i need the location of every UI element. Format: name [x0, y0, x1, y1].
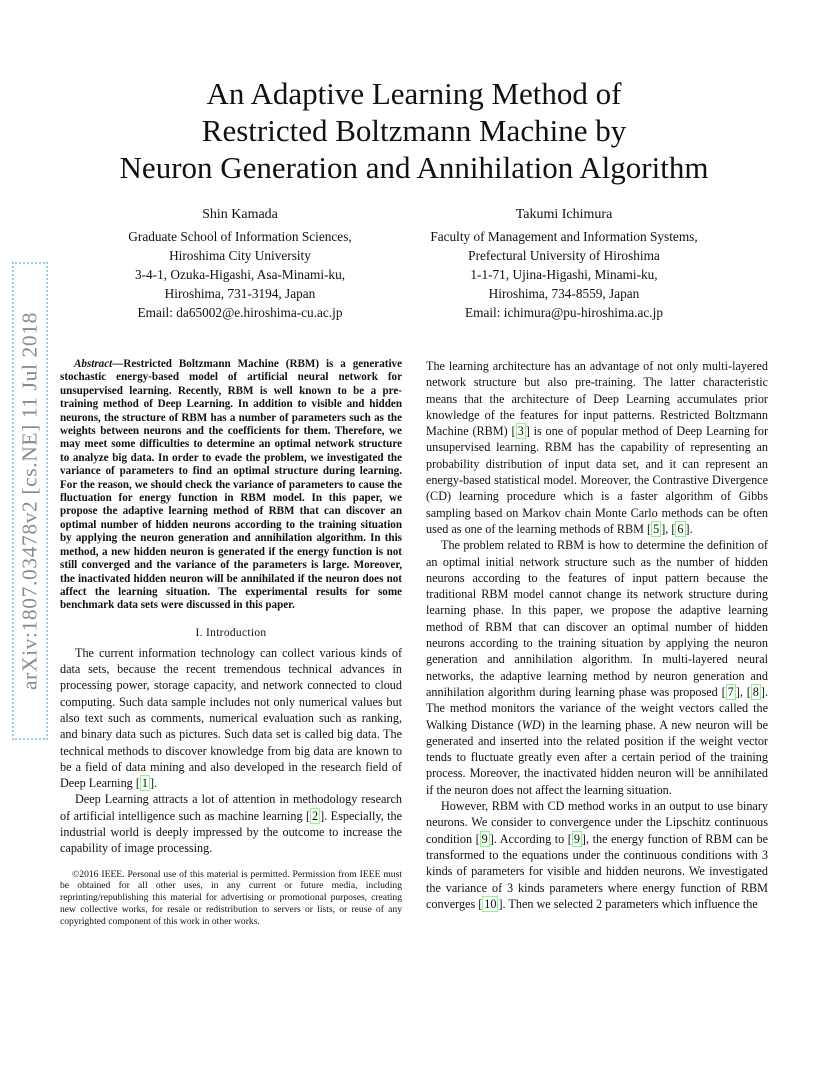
- abstract-lead: Abstract: [74, 358, 113, 370]
- arxiv-identifier-stamp: [12, 262, 48, 740]
- author-block-kamada: [100, 205, 380, 322]
- author-affiliation-line: Faculty of Management and Information Systems,: [430, 229, 698, 244]
- citation-link[interactable]: 5: [653, 521, 660, 536]
- citation-link[interactable]: 1: [141, 776, 148, 791]
- author-block-ichimura: [418, 205, 710, 322]
- section-heading-introduction: I. Introduction: [195, 626, 267, 639]
- arxiv-identifier: arXiv:1807.03478v2 [cs.NE] 11 Jul 2018: [17, 312, 42, 690]
- intro-paragraph-2: Deep Learning attracts a lot of attention in methodology research of artificial intelligence such as machine learning [ 2 ]. Especially, the industrial world is deeply impressed by the outcome to increase the capability of image processing.: [60, 792, 403, 856]
- left-column: [60, 358, 402, 928]
- author-address-line: Hiroshima, 734-8559, Japan: [488, 286, 640, 301]
- title-line: Neuron Generation and Annihilation Algorithm: [119, 150, 709, 185]
- citation-link[interactable]: 9: [481, 831, 488, 846]
- citation-link[interactable]: 8: [752, 684, 759, 699]
- citation-link[interactable]: 3: [517, 424, 524, 439]
- body-paragraph-1: The learning architecture has an advantage of not only multi-layered network structure but also pre-training. The latter characteristic means that the architecture of Deep Learning accumulates prior knowledge of the features for input patterns. Restricted Boltzmann Machine (RBM) [ 3 ] is one of popular method of Deep Learning for unsupervised learning. RBM has the capability of representing an probability distribution of input data set, and it can represent an energy-based statistical model. Moreover, the Contrastive Divergence (CD) learning procedure which is a faster algorithm of Gibbs sampling based on Markov chain Monte Carlo methods can be often used as one of the learning methods of RBM [ 5 ], [ 6 ].: [426, 359, 768, 536]
- author-name: Shin Kamada: [202, 207, 278, 222]
- author-name: Takumi Ichimura: [515, 207, 613, 222]
- abstract: [60, 358, 402, 613]
- author-affiliation-line: Graduate School of Information Sciences,: [128, 229, 352, 244]
- author-affiliation-line: Prefectural University of Hiroshima: [468, 248, 660, 263]
- copyright-notice: ©2016 IEEE. Personal use of this material is permitted. Permission from IEEE must be obtained for all other uses, in any current or future media, including reprinting/republishing this material for advertising or promotional purposes, creating new collective works, for resale or redistribution to servers or lists, or reuse of any copyrighted component of this work in other works.: [60, 868, 402, 927]
- citation-link[interactable]: 2: [312, 808, 319, 823]
- author-email: Email: da65002@e.hiroshima-cu.ac.jp: [137, 305, 343, 320]
- author-email: Email: ichimura@pu-hiroshima.ac.jp: [465, 305, 663, 320]
- title-line: An Adaptive Learning Method of: [206, 76, 622, 111]
- citation-link[interactable]: 6: [677, 521, 684, 536]
- paper-title: [60, 75, 768, 186]
- body-paragraph-3: However, RBM with CD method works in an output to use binary neurons. We consider to convergence under the Lipschitz continuous condition [ 9 ]. According to [ 9 ], the energy function of RBM can be transformed to the equations under the continuous conditions with 3 kinds of parameters for visible and hidden neurons. We investigated the variance of 3 kinds parameters where energy function of RBM converges [ 10 ]. Then we selected 2 parameters which influence the: [426, 799, 768, 911]
- math-symbol-wd: WD: [521, 717, 541, 732]
- author-address-line: 3-4-1, Ozuka-Higashi, Asa-Minami-ku,: [134, 267, 346, 282]
- title-line: Restricted Boltzmann Machine by: [201, 113, 627, 148]
- author-address-line: 1-1-71, Ujina-Higashi, Minami-ku,: [470, 267, 658, 282]
- citation-link[interactable]: 7: [727, 684, 734, 699]
- citation-link[interactable]: 9: [573, 831, 580, 846]
- citation-link[interactable]: 10: [484, 896, 497, 911]
- abstract-text: —Restricted Boltzmann Machine (RBM) is a generative stochastic energy-based model of artificial neural network for unsupervised learning. Recently, RBM is well known to be a pre-training method of Deep Learning. In addition to visible and hidden neurons, the structure of RBM has a number of parameters such as the weights between neurons and the coefficients for them. Therefore, we may meet some difficulties to determine an optimal network structure to analyze big data. In order to evade the problem, we investigated the variance of parameters to find an optimal structure during learning. For the reason, we should check the variance of parameters to cause the fluctuation for energy function in RBM model. In this paper, we propose the adaptive learning method of RBM that can discover an optimal number of hidden neurons according to the training situation by applying the neuron generation and annihilation algorithm. In this method, a new hidden neuron is generated if the energy function is not still converged and the variance of the parameters is large. Moreover, the inactivated hidden neuron will be annihilated if the neuron does not affect the learning situation. The experimental results for some benchmark data sets were discussed in this paper.: [60, 358, 402, 612]
- right-column: [426, 358, 768, 912]
- author-address-line: Hiroshima, 731-3194, Japan: [164, 286, 316, 301]
- body-paragraph-2: The problem related to RBM is how to determine the definition of an optimal initial network structure such as the number of hidden neurons according to the features of input pattern because the traditional RBM model cannot change its network structure during learning phase. In this paper, we propose the adaptive learning method of RBM that can discover an optimal number of hidden neurons according to the training situation by applying the neuron generation and annihilation algorithm. In multi-layered neural networks, the adaptive learning method by neuron generation and annihilation algorithm during learning phase was proposed [ 7 ], [ 8 ]. The method monitors the variance of the weight vectors called the Walking Distance (WD) in the learning phase. A new neuron will be generated and inserted into the related position if the weight vector tends to fluctuate greatly even after a certain period of the training process. Moreover, the inactivated hidden neuron will be annihilated if the neuron does not affect the learning situation.: [426, 538, 768, 797]
- intro-paragraph-1: The current information technology can collect various kinds of data sets, because the recent tremendous technical advances in processing power, storage capacity, and network connected to cloud computing. Such data sample includes not only numerical values but also text such as comments, numerical evaluation such as ranking, and binary data such as pictures. Such data set is called big data. The technical methods to discover knowledge from big data are known to be a field of data mining and also developed in the research field of Deep Learning [ 1 ].: [60, 645, 402, 791]
- author-affiliation-line: Hiroshima City University: [169, 248, 311, 263]
